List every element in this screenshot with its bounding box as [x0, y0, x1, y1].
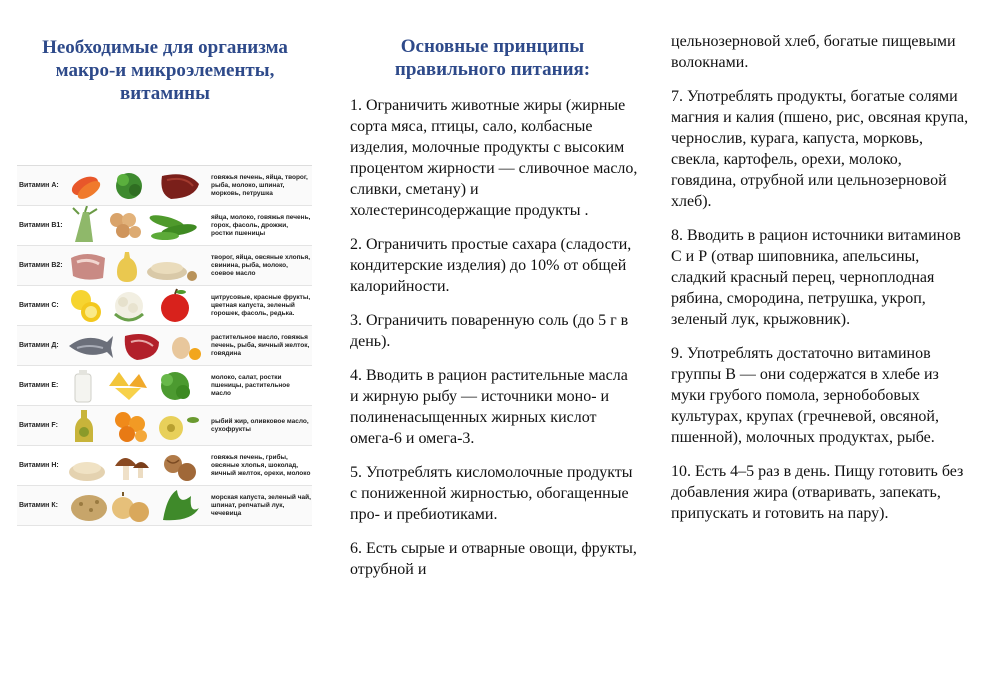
- principle-item: 2. Ограничить простые сахара (сладости, кондитерские изделия) до 10% от общей калорийности.: [350, 236, 632, 295]
- vitamin-foods: яйца, молоко, говяжья печень, горох, фасоль, дрожжи, ростки пшеницы: [211, 213, 311, 237]
- vitamin-name: Витамин А:: [19, 182, 59, 189]
- vitamin-foods: растительное масло, говяжья печень, рыба, яичный желток, говядина: [211, 333, 310, 357]
- vitamin-name: Витамин К:: [19, 502, 58, 509]
- vitamin-foods: морская капуста, зеленый чай, шпинат, репчатый лук, чечевица: [211, 493, 311, 517]
- principles-list-continued: [671, 31, 971, 537]
- vitamin-food-photos: [67, 446, 207, 485]
- vitamin-food-photos: [67, 246, 207, 285]
- vitamin-row: [17, 366, 312, 406]
- vitamin-row: [17, 166, 312, 206]
- principle-item: 6. Есть сырые и отварные овощи, фрукты, отрубной и: [350, 540, 637, 578]
- principle-item: 10. Есть 4–5 раз в день. Пищу готовить без добавления жира (отваривать, запекать, припускать и готовить на пару).: [671, 463, 964, 522]
- vitamin-name: Витамин Е:: [19, 382, 59, 389]
- principles-list: [350, 95, 640, 593]
- vitamin-row: [17, 326, 312, 366]
- vitamin-foods: молоко, салат, ростки пшеницы, растительное масло: [211, 373, 290, 397]
- vitamin-foods: цитрусовые, красные фрукты, цветная капуста, зеленый горошек, фасоль, редька.: [211, 293, 311, 317]
- vitamin-name: Витамин В2:: [19, 262, 63, 269]
- vitamin-name: Витамин F:: [19, 422, 58, 429]
- vitamin-table: [17, 165, 312, 526]
- vitamin-row: [17, 286, 312, 326]
- vitamin-name: Витамин Д:: [19, 342, 59, 349]
- vitamin-food-photos: [67, 486, 207, 525]
- middle-title: Основные принципы правильного питания:: [394, 36, 591, 80]
- principle-item: 3. Ограничить поваренную соль (до 5 г в день).: [350, 312, 629, 350]
- principle-item: 8. Вводить в рацион источники витаминов С и Р (отвар шиповника, апельсины, сладкий красный перец, черноплодная рябина, смородина, петрушка, укроп, зеленый лук, крыжовник).: [671, 227, 961, 328]
- vitamin-name: Витамин С:: [19, 302, 59, 309]
- principle-item: 7. Употреблять продукты, богатые солями магния и калия (пшено, рис, овсяная крупа, чернослив, курага, капуста, морковь, свекла, картофель, орехи, молоко, говядина, отрубной или цельнозерновой хлеб).: [671, 88, 969, 210]
- vitamin-food-photos: [67, 206, 207, 245]
- vitamin-row: [17, 206, 312, 246]
- vitamin-row: [17, 446, 312, 486]
- principle-item: 4. Вводить в рацион растительные масла и жирную рыбу — источники моно- и полиненасыщенных жирных кислот омега-6 и омега-3.: [350, 367, 628, 447]
- principle-item: 1. Ограничить животные жиры (жирные сорта мяса, птицы, сало, колбасные изделия, молочные продукты с высоким процентом жирности — сливочное масло, сливки, сметану) и холестеринсодержащие продукты .: [350, 97, 638, 219]
- vitamin-food-photos: [67, 166, 207, 205]
- vitamin-food-photos: [67, 366, 207, 405]
- vitamin-foods: творог, яйца, овсяные хлопья, свинина, рыба, молоко, соевое масло: [211, 253, 311, 277]
- vitamin-row: [17, 486, 312, 526]
- vitamin-food-photos: [67, 286, 207, 325]
- principle-item: 9. Употреблять достаточно витаминов группы В — они содержатся в хлебе из муки грубого помола, зернобобовых культурах, крупах (гречневой, овсяной, пшенной), молочных продуктах, рыбе.: [671, 345, 939, 446]
- vitamin-name: Витамин В1:: [19, 222, 63, 229]
- vitamin-foods: говяжья печень, яйца, творог, рыба, молоко, шпинат, морковь, петрушка: [211, 173, 308, 197]
- vitamin-foods: рыбий жир, оливковое масло, сухофрукты: [211, 417, 309, 433]
- vitamin-row: [17, 246, 312, 286]
- left-title: Необходимые для организма макро-и микроэлементы, витамины: [42, 37, 288, 104]
- principle-item: цельнозерновой хлеб, богатые пищевыми волокнами.: [671, 33, 956, 71]
- vitamin-food-photos: [67, 326, 207, 365]
- vitamin-food-photos: [67, 406, 207, 445]
- principle-item: 5. Употреблять кисломолочные продукты с пониженной жирностью, обогащенные про- и пребиотиками.: [350, 464, 633, 523]
- vitamin-foods: говяжья печень, грибы, овсяные хлопья, шоколад, яичный желток, орехи, молоко: [211, 453, 311, 477]
- vitamin-name: Витамин Н:: [19, 462, 59, 469]
- vitamin-row: [17, 406, 312, 446]
